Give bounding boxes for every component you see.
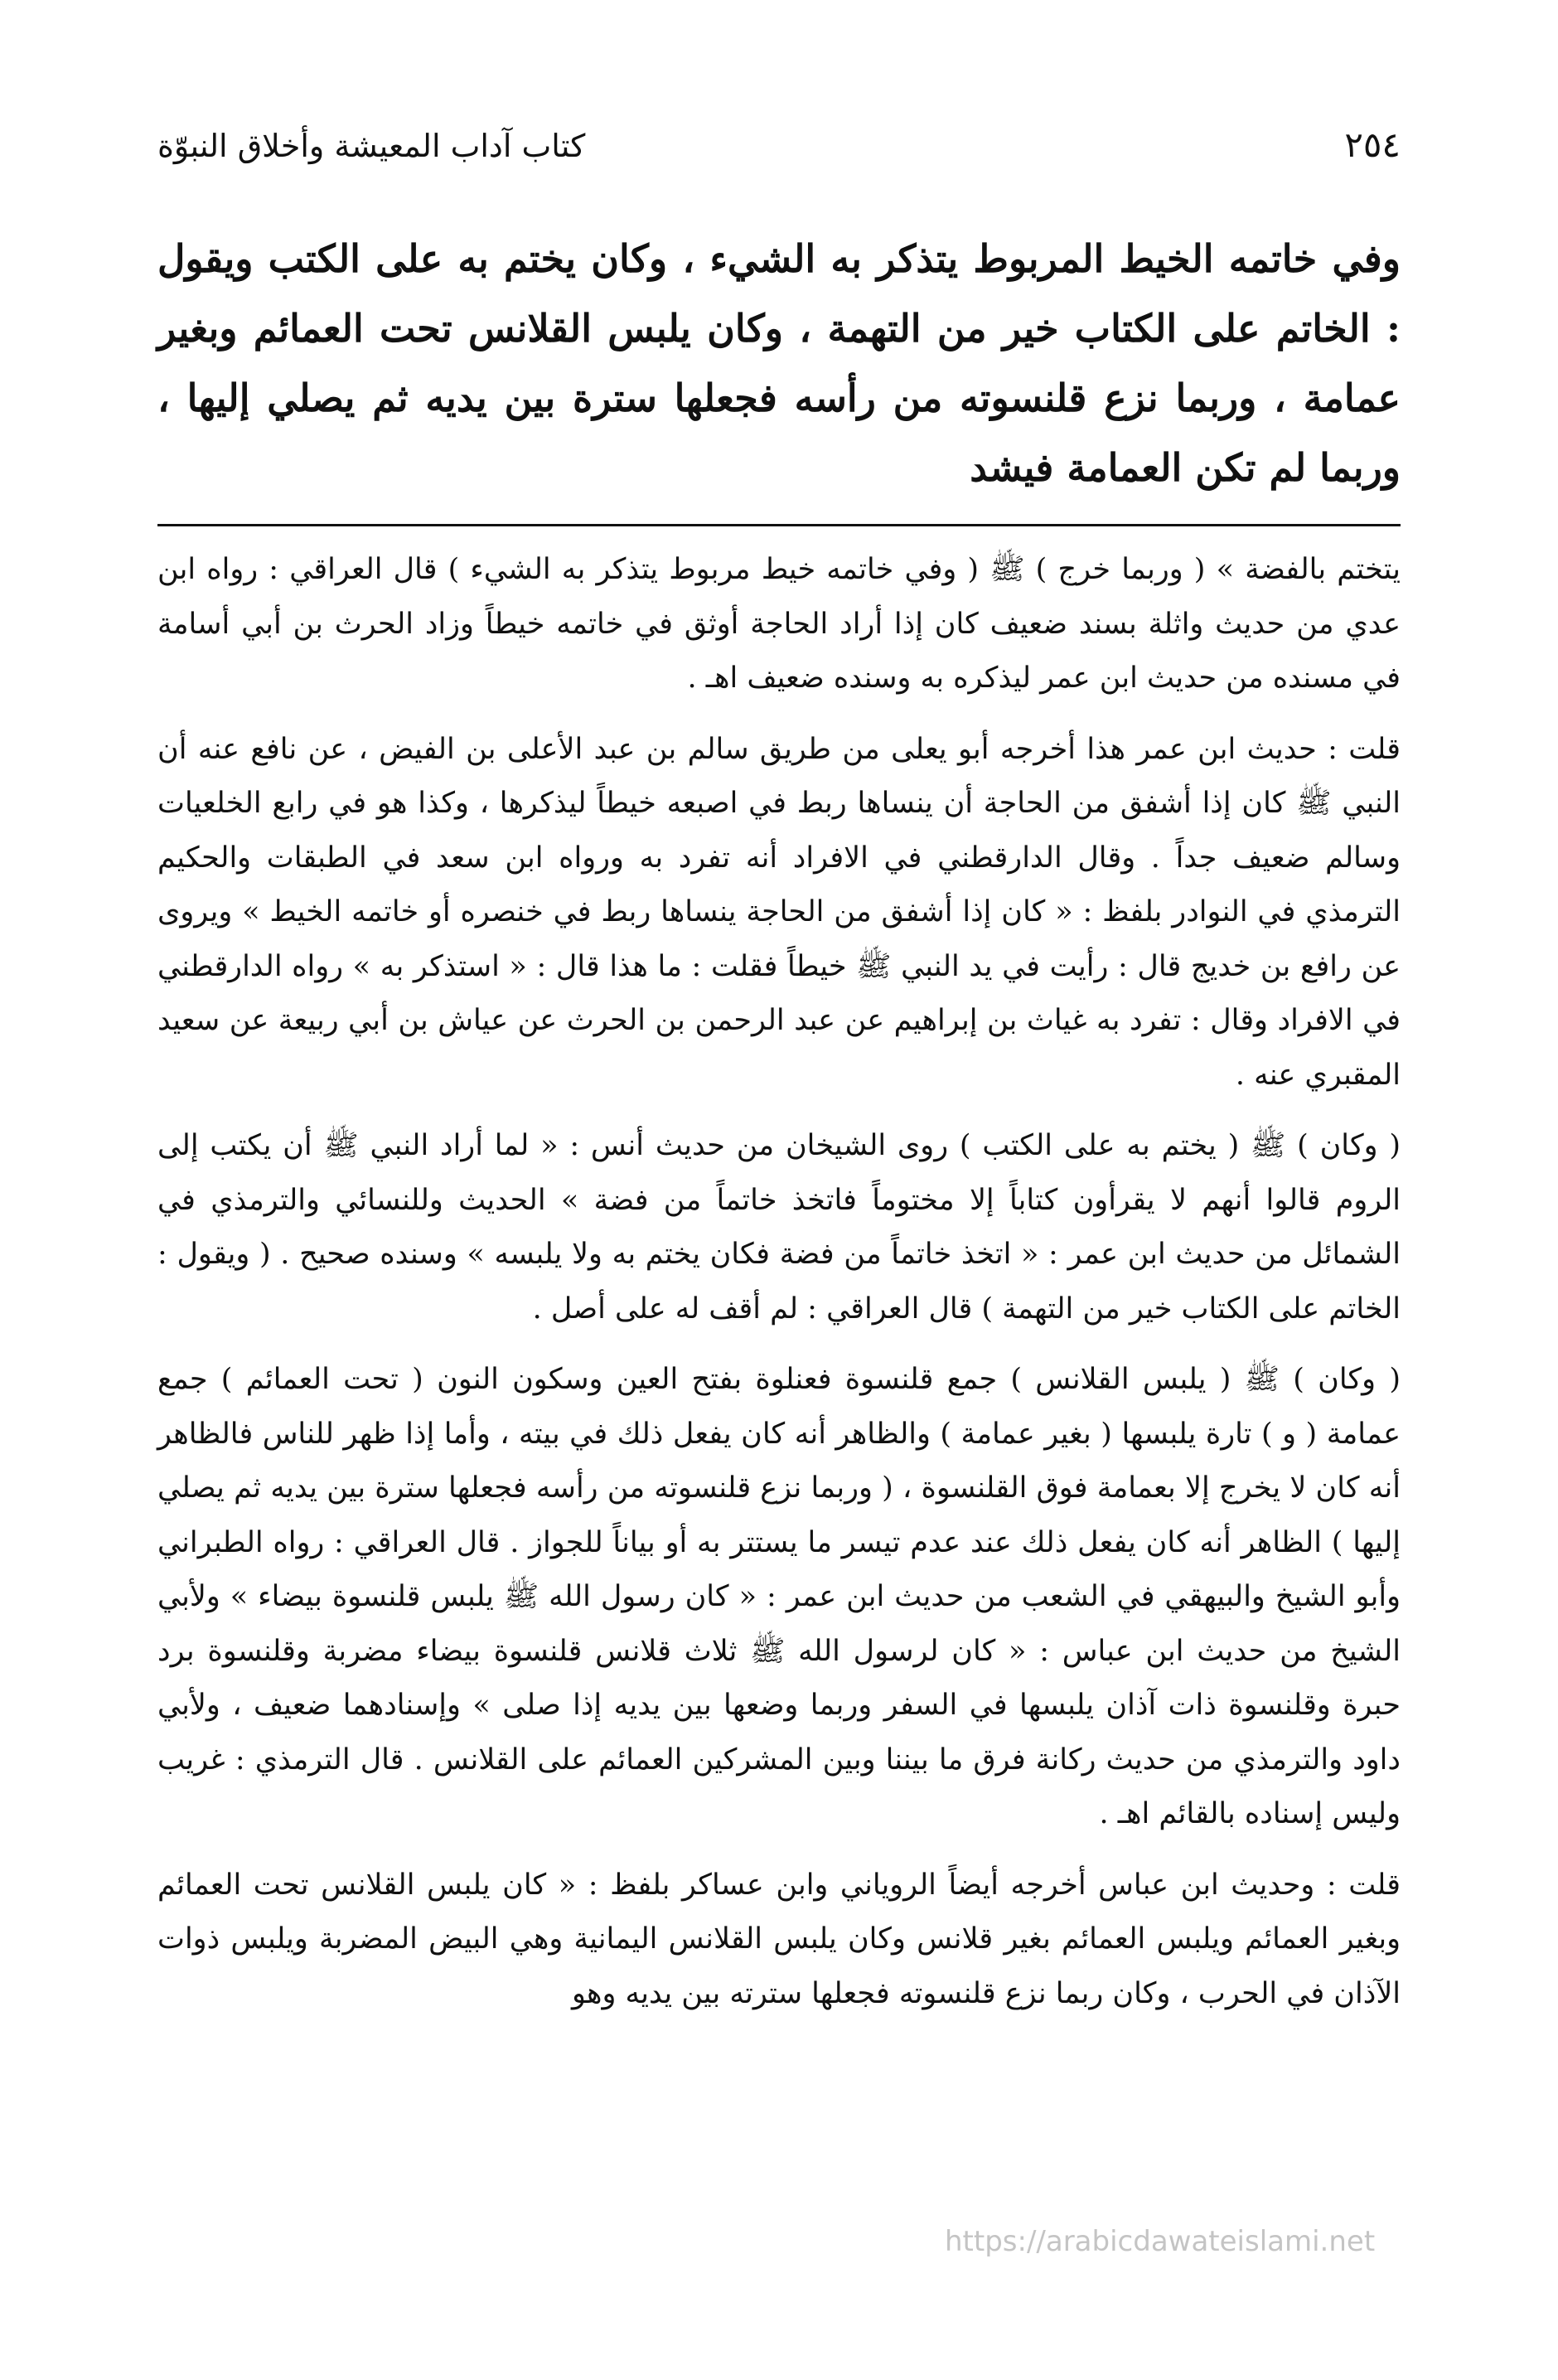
commentary-paragraph-4: ( وكان ) ﷺ ( يلبس القلانس ) جمع قلنسوة فعنلوة بفتح العين وسكون النون ( تحت العمائم ) جمع عمامة ( و ) تارة يلبسها ( بغير عمامة ) والظاهر أنه كان يفعل ذلك في بيته ، وأما إذا ظهر للناس فالظاهر أنه كان لا يخرج إلا بعمامة فوق القلنسوة ، ( وربما نزع قلنسوته من رأسه فجعلها سترة بين يديه ثم يصلي إليها ) الظاهر أنه كان يفعل ذلك عند عدم تيسر ما يستتر به أو بياناً للجواز . قال العراقي : رواه الطبراني وأبو الشيخ والبيهقي في الشعب من حديث ابن عمر : « كان رسول الله ﷺ يلبس قلنسوة بيضاء » ولأبي الشيخ من حديث ابن عباس : « كان لرسول الله ﷺ ثلاث قلانس قلنسوة بيضاء مضربة وقلنسوة برد حبرة وقلنسوة ذات آذان يلبسها في السفر وربما وضعها بين يديه إذا صلى » وإسنادهما ضعيف ، ولأبي داود والترمذي من حديث ركانة فرق ما بيننا وبين المشركين العمائم على القلانس . قال الترمذي : غريب وليس إسناده بالقائم اهـ . [157,1363,1401,1830]
commentary-paragraph-5: قلت : وحديث ابن عباس أخرجه أيضاً الروياني وابن عساكر بلفظ : « كان يلبس القلانس تحت العمائم وبغير العمائم ويلبس العمائم بغير قلانس وكان يلبس القلانس اليمانية وهي البيض المضربة ويلبس ذوات الآذان في الحرب ، وكان ربما نزع قلنسوته فجعلها سترته بين يديه وهو [157,1868,1401,2010]
commentary-paragraph-3: ( وكان ) ﷺ ( يختم به على الكتب ) روى الشيخان من حديث أنس : « لما أراد النبي ﷺ أن يكتب إلى الروم قالوا أنهم لا يقرأون كتاباً إلا مختوماً فاتخذ خاتماً من فضة » الحديث وللنسائي والترمذي في الشمائل من حديث ابن عمر : « اتخذ خاتماً من فضة فكان يختم به ولا يلبسه » وسنده صحيح . ( ويقول : الخاتم على الكتاب خير من التهمة ) قال العراقي : لم أقف له على أصل . [157,1129,1401,1326]
watermark-url: https://arabicdawateislami.net [945,2225,1376,2258]
page-number: ٢٥٤ [1344,124,1401,165]
running-title: كتاب آداب المعيشة وأخلاق النبوّة [157,128,586,164]
page-header [157,124,1401,191]
commentary-paragraph-2: قلت : حديث ابن عمر هذا أخرجه أبو يعلى من طريق سالم بن عبد الأعلى بن الفيض ، عن نافع عنه أن النبي ﷺ كان إذا أشفق من الحاجة أن ينساها ربط في اصبعه خيطاً ليذكرها ، وكذا هو في رابع الخلعيات وسالم ضعيف جداً . وقال الدارقطني في الافراد أنه تفرد به ورواه ابن سعد في الطبقات والحكيم الترمذي في النوادر بلفظ : « كان إذا أشفق من الحاجة ينساها ربط في خنصره أو خاتمه الخيط » ويروى عن رافع بن خديج قال : رأيت في يد النبي ﷺ خيطاً فقلت : ما هذا قال : « استذكر به » رواه الدارقطني في الافراد وقال : تفرد به غياث بن إبراهيم عن عبد الرحمن بن الحرث عن عياش بن أبي ربيعة عن سعيد المقبري عنه . [157,732,1401,1092]
main-paragraph: وفي خاتمه الخيط المربوط يتذكر به الشيء ، وكان يختم به على الكتب ويقول : الخاتم على الكتاب خير من التهمة ، وكان يلبس القلانس تحت العمائم وبغير عمامة ، وربما نزع قلنسوته من رأسه فجعلها سترة بين يديه ثم يصلي إليها ، وربما لم تكن العمامة فيشد [157,236,1401,490]
commentary [157,543,1401,2021]
main-text [157,224,1401,502]
footnote-divider [157,524,1401,526]
commentary-paragraph-1: يتختم بالفضة » ( وربما خرج ) ﷺ ( وفي خاتمه خيط مربوط يتذكر به الشيء ) قال العراقي : رواه ابن عدي من حديث واثلة بسند ضعيف كان إذا أراد الحاجة أوثق في خاتمه خيطاً وزاد الحرث بن أبي أسامة في مسنده من حديث ابن عمر ليذكره به وسنده ضعيف اهـ . [157,553,1401,695]
